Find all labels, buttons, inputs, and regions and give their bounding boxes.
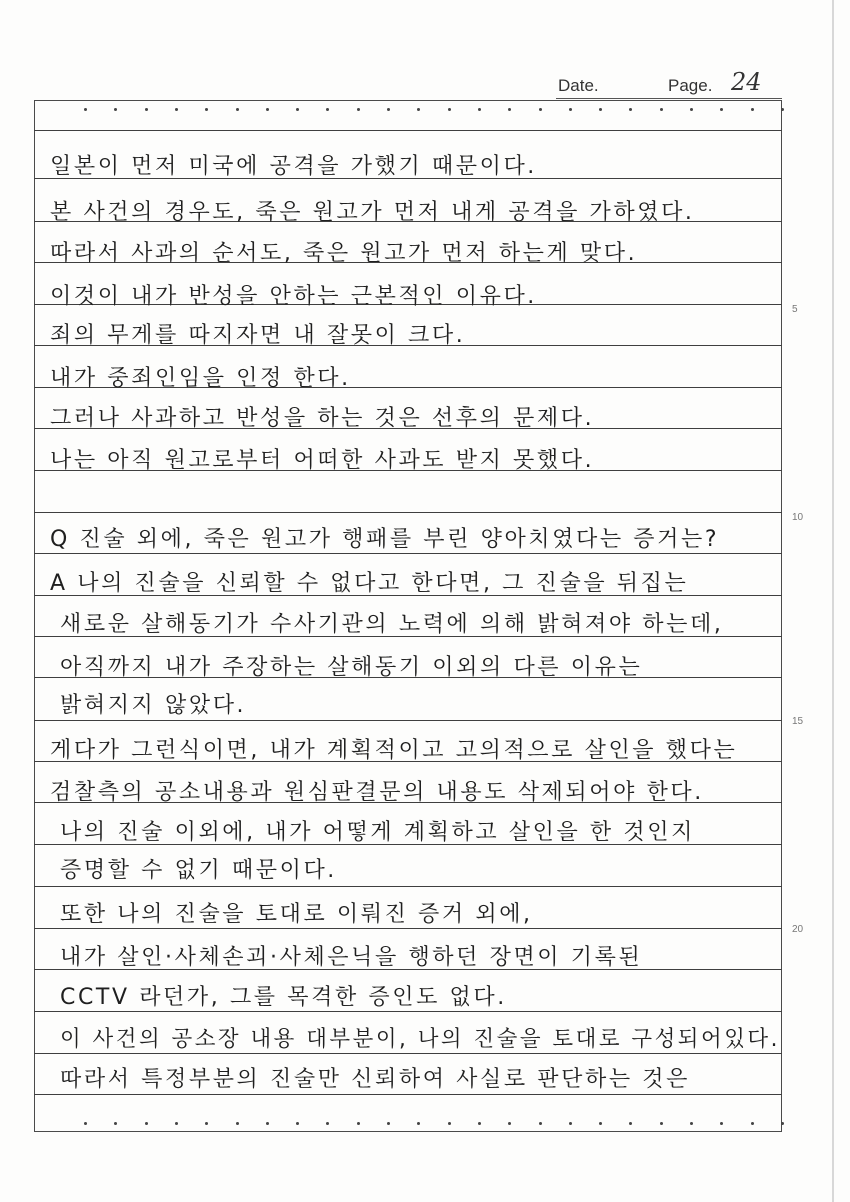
bottom-dot-row [34, 1120, 780, 1128]
text-line-22: 이 사건의 공소장 내용 대부분이, 나의 진술을 토대로 구성되어있다. [60, 1027, 780, 1052]
text-line-5: 죄의 무게를 따지자면 내 잘못이 크다. [50, 323, 466, 348]
guide-dot [720, 108, 723, 111]
guide-dot [84, 1122, 87, 1125]
text-line-2: 본 사건의 경우도, 죽은 원고가 먼저 내게 공격을 가하였다. [50, 200, 695, 225]
ruled-line [34, 1053, 782, 1054]
line-marker-20: 20 [792, 924, 804, 935]
text-line-21: CCTV 라던가, 그를 목격한 증인도 없다. [60, 985, 507, 1010]
ruled-line [34, 928, 782, 929]
text-line-20: 내가 살인·사체손괴·사체은닉을 행하던 장면이 기록된 [60, 945, 643, 970]
guide-dot [478, 1122, 481, 1125]
guide-dot [145, 1122, 148, 1125]
text-line-10: Q 진술 외에, 죽은 원고가 행패를 부린 양아치였다는 증거는? [50, 527, 720, 552]
text-line-11: A 나의 진술을 신뢰할 수 없다고 한다면, 그 진술을 뒤집는 [50, 571, 689, 596]
guide-dot [508, 1122, 511, 1125]
guide-dot [205, 1122, 208, 1125]
guide-dot [145, 108, 148, 111]
guide-dot [114, 108, 117, 111]
text-line-18: 증명할 수 없기 때문이다. [60, 858, 337, 883]
guide-dot [690, 108, 693, 111]
guide-dot [236, 1122, 239, 1125]
guide-dot [326, 108, 329, 111]
ruled-line [34, 1094, 782, 1095]
guide-dot [175, 1122, 178, 1125]
guide-dot [539, 1122, 542, 1125]
guide-dot [569, 108, 572, 111]
page-edge-shadow [832, 0, 834, 1202]
guide-dot [751, 108, 754, 111]
guide-dot [539, 108, 542, 111]
date-label: Date. [558, 76, 599, 95]
guide-dot [175, 108, 178, 111]
guide-dot [720, 1122, 723, 1125]
text-line-14: 밝혀지지 않았다. [60, 693, 247, 718]
ruled-line [34, 1011, 782, 1012]
guide-dot [448, 1122, 451, 1125]
text-line-3: 따라서 사과의 순서도, 죽은 원고가 먼저 하는게 맞다. [50, 241, 638, 266]
line-marker-5: 5 [792, 304, 798, 315]
guide-dot [114, 1122, 117, 1125]
guide-dot [236, 108, 239, 111]
guide-dot [478, 108, 481, 111]
guide-dot [751, 1122, 754, 1125]
guide-dot [448, 108, 451, 111]
guide-dot [357, 108, 360, 111]
text-line-16: 검찰측의 공소내용과 원심판결문의 내용도 삭제되어야 한다. [50, 780, 704, 805]
ruled-line [34, 553, 782, 554]
ruled-line [34, 130, 782, 131]
guide-dot [417, 1122, 420, 1125]
top-dot-row [34, 106, 780, 114]
page-number: 24 [731, 68, 762, 96]
guide-dot [326, 1122, 329, 1125]
guide-dot [387, 1122, 390, 1125]
guide-dot [660, 1122, 663, 1125]
guide-dot [205, 108, 208, 111]
guide-dot [629, 1122, 632, 1125]
text-line-19: 또한 나의 진술을 토대로 이뤄진 증거 외에, [60, 902, 533, 927]
guide-dot [296, 1122, 299, 1125]
text-line-13: 아직까지 내가 주장하는 살해동기 이외의 다른 이유는 [60, 655, 643, 680]
text-line-6: 내가 중죄인임을 인정 한다. [50, 366, 351, 391]
guide-dot [599, 108, 602, 111]
text-line-7: 그러나 사과하고 반성을 하는 것은 선후의 문제다. [50, 406, 595, 431]
guide-dot [296, 108, 299, 111]
guide-dot [387, 108, 390, 111]
guide-dot [690, 1122, 693, 1125]
ruled-line [34, 886, 782, 887]
date-page-header [556, 64, 782, 99]
guide-dot [508, 108, 511, 111]
text-line-15: 게다가 그런식이면, 내가 계획적이고 고의적으로 살인을 했다는 [50, 738, 738, 763]
guide-dot [599, 1122, 602, 1125]
guide-dot [266, 1122, 269, 1125]
text-line-17: 나의 진술 이외에, 내가 어떻게 계획하고 살인을 한 것인지 [60, 820, 695, 845]
line-marker-15: 15 [792, 716, 804, 727]
text-line-12: 새로운 살해동기가 수사기관의 노력에 의해 밝혀져야 하는데, [60, 612, 724, 637]
ruled-line [34, 512, 782, 513]
line-marker-10: 10 [792, 512, 804, 523]
guide-dot [266, 108, 269, 111]
ruled-line [34, 720, 782, 721]
guide-dot [417, 108, 420, 111]
guide-dot [569, 1122, 572, 1125]
guide-dot [781, 1122, 784, 1125]
guide-dot [357, 1122, 360, 1125]
guide-dot [660, 108, 663, 111]
guide-dot [629, 108, 632, 111]
guide-dot [84, 108, 87, 111]
guide-dot [781, 108, 784, 111]
text-line-23: 따라서 특정부분의 진술만 신뢰하여 사실로 판단하는 것은 [60, 1067, 691, 1092]
page-label: Page. [668, 76, 713, 95]
text-line-1: 일본이 먼저 미국에 공격을 가했기 때문이다. [50, 154, 537, 179]
text-line-8: 나는 아직 원고로부터 어떠한 사과도 받지 못했다. [50, 448, 595, 473]
text-line-4: 이것이 내가 반성을 안하는 근본적인 이유다. [50, 284, 537, 309]
